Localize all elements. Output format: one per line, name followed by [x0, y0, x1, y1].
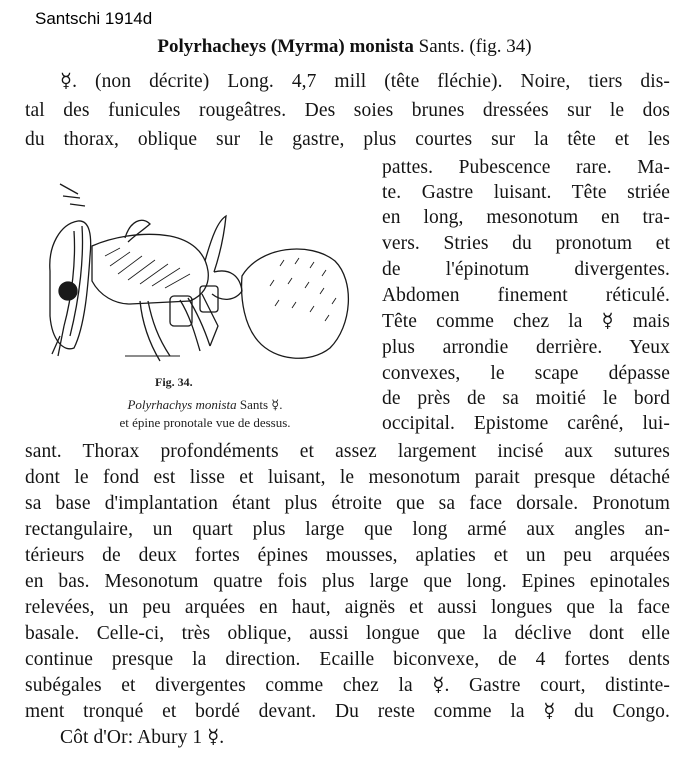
leg-hind: [202, 294, 218, 346]
text-line-5: te. Gastre luisant. Tête striée: [382, 182, 670, 203]
figure-number: Fig. 34.: [155, 375, 193, 389]
text-line-14: occipital. Epistome carêné, lui-: [382, 413, 670, 434]
scape: [70, 226, 83, 336]
text-line-4: pattes. Pubescence rare. Ma-: [382, 157, 670, 178]
ant-illustration: [30, 176, 360, 381]
title-genus: Polyrhacheys: [157, 36, 267, 57]
pronotal-spine: [125, 220, 150, 242]
header-label: Santschi 1914d: [35, 9, 153, 28]
text-line-6: en long, mesonotum en tra-: [382, 207, 670, 228]
text-line-9: Abdomen finement réticulé.: [382, 285, 670, 306]
epinotal-spine: [205, 216, 226, 272]
petiole: [212, 271, 242, 299]
text-line-10: Tête comme chez la ☿ mais: [382, 311, 670, 332]
text-line-19: térieurs de deux fortes épines mousses, aplaties et un peu arquées: [25, 545, 670, 566]
text-line-23: continue presque la direction. Ecaille biconvexe, de 4 fortes dents: [25, 649, 670, 670]
figure-caption-species: Polyrhachys monista: [127, 397, 237, 412]
figure-caption: [40, 397, 370, 413]
text-line-18: rectangulaire, un quart plus large que long armé aux angles an-: [25, 519, 670, 540]
text-line-25: ment tronqué et bordé devant. Du reste comme la ☿ du Congo.: [25, 701, 670, 722]
text-line-13: de près de sa moitié le bord: [382, 388, 670, 409]
title-author: Sants. (fig. 34): [418, 36, 532, 57]
figure-caption-author: Sants ☿.: [236, 397, 283, 412]
text-line-7: vers. Stries du pronotum et: [382, 233, 670, 254]
text-line-17: sa base d'implantation étant plus étroite que sa face dorsale. Pronotum: [25, 493, 670, 514]
text-line-2: tal des funicules rougeâtres. Des soies brunes dressées sur le dos: [25, 100, 670, 121]
text-line-1: ☿. (non décrite) Long. 4,7 mill (tête fléchie). Noire, tiers dis-: [60, 71, 670, 92]
figure-caption-line2: et épine pronotale vue de dessus.: [119, 415, 291, 430]
text-line-8: de l'épinotum divergentes.: [382, 259, 670, 280]
text-line-22: basale. Celle-ci, très oblique, aussi longue que la déclive dont elle: [25, 623, 670, 644]
antenna-stroke: [60, 184, 85, 206]
text-line-24: subégales et divergentes comme chez la ☿. Gastre court, distinte-: [25, 675, 670, 696]
text-line-3: du thorax, oblique sur le gastre, plus courtes sur la tête et les: [25, 129, 670, 150]
text-line-16: dont le fond est lisse et luisant, le mesonotum parait presque détaché: [25, 467, 670, 488]
thorax-outline: [92, 234, 208, 304]
title-subgenus: (Myrma): [270, 36, 345, 57]
eye: [59, 282, 77, 300]
text-line-11: plus arrondie derrière. Yeux: [382, 337, 670, 358]
text-line-12: convexes, le scape dépasse: [382, 363, 670, 384]
text-line-20: en bas. Mesonotum quatre fois plus large que long. Epines epinotales: [25, 571, 670, 592]
title-species: monista: [349, 36, 414, 57]
text-line-26: Côt d'Or: Abury 1 ☿.: [60, 727, 225, 748]
text-line-21: relevées, un peu arquées en haut, aignës et aussi longues que la face: [25, 597, 670, 618]
page-title: [0, 36, 689, 58]
text-line-15: sant. Thorax profondéments et assez largement incisé aux sutures: [25, 441, 670, 462]
